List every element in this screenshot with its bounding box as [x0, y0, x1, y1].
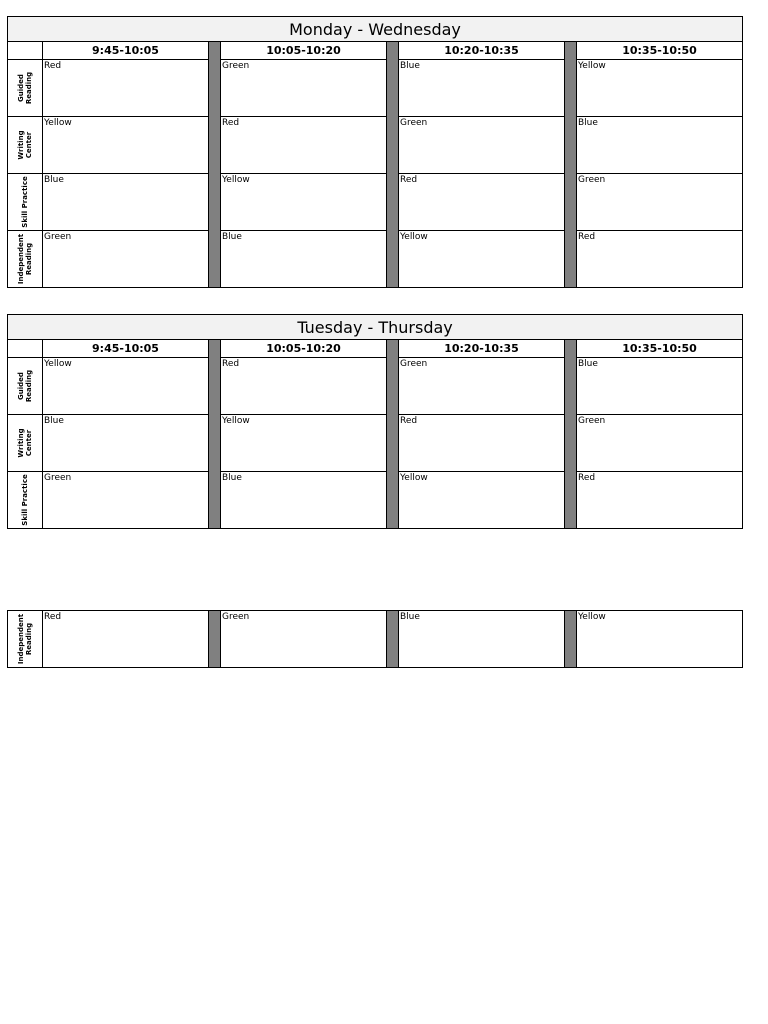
time-slot-3: 10:20-10:35 [399, 42, 565, 60]
group-cell: Blue [221, 231, 387, 288]
group-cell: Red [43, 611, 209, 668]
time-slot-1: 9:45-10:05 [43, 340, 209, 358]
group-cell: Yellow [577, 611, 743, 668]
row-label [8, 174, 43, 231]
schedule-independent-reading [7, 610, 743, 668]
row-label [8, 358, 43, 415]
separator [565, 611, 577, 668]
group-cell: Green [399, 117, 565, 174]
row-label-text: Independent Reading [17, 233, 33, 285]
row-label-text: Writing Center [17, 428, 33, 458]
group-cell: Green [577, 174, 743, 231]
group-cell: Blue [399, 611, 565, 668]
group-cell: Blue [399, 60, 565, 117]
row-label-text: Guided Reading [17, 71, 33, 105]
block-title: Monday - Wednesday [8, 17, 743, 42]
time-slot-4: 10:35-10:50 [577, 42, 743, 60]
row-guided-reading [8, 60, 743, 117]
separator [209, 42, 221, 288]
row-label-text: Writing Center [17, 130, 33, 160]
row-independent-reading [8, 231, 743, 288]
separator [387, 42, 399, 288]
group-cell: Yellow [399, 472, 565, 529]
row-label [8, 472, 43, 529]
schedule-monday-wednesday [7, 16, 743, 288]
row-label-text: Skill Practice [21, 176, 29, 228]
group-cell: Blue [221, 472, 387, 529]
row-skill-practice [8, 174, 743, 231]
group-cell: Yellow [399, 231, 565, 288]
corner-cell [8, 42, 43, 60]
group-cell: Red [221, 358, 387, 415]
row-label-text: Independent Reading [17, 613, 33, 665]
row-label [8, 60, 43, 117]
separator [209, 611, 221, 668]
row-label [8, 117, 43, 174]
group-cell: Red [399, 174, 565, 231]
group-cell: Blue [577, 358, 743, 415]
group-cell: Blue [577, 117, 743, 174]
group-cell: Green [577, 415, 743, 472]
row-writing-center [8, 117, 743, 174]
row-label [8, 231, 43, 288]
group-cell: Yellow [43, 117, 209, 174]
group-cell: Blue [43, 174, 209, 231]
schedule-tuesday-thursday [7, 314, 743, 529]
time-slot-3: 10:20-10:35 [399, 340, 565, 358]
row-guided-reading [8, 358, 743, 415]
time-slot-1: 9:45-10:05 [43, 42, 209, 60]
group-cell: Yellow [43, 358, 209, 415]
group-cell: Red [43, 60, 209, 117]
group-cell: Green [399, 358, 565, 415]
row-label [8, 611, 43, 668]
separator [565, 42, 577, 288]
group-cell: Green [221, 611, 387, 668]
separator [209, 340, 221, 529]
separator [565, 340, 577, 529]
group-cell: Red [221, 117, 387, 174]
separator [387, 611, 399, 668]
group-cell: Blue [43, 415, 209, 472]
group-cell: Yellow [221, 174, 387, 231]
group-cell: Green [221, 60, 387, 117]
group-cell: Red [577, 231, 743, 288]
row-label-text: Guided Reading [17, 369, 33, 403]
group-cell: Red [577, 472, 743, 529]
group-cell: Yellow [221, 415, 387, 472]
block-title: Tuesday - Thursday [8, 315, 743, 340]
separator [387, 340, 399, 529]
row-independent-reading [8, 611, 743, 668]
row-skill-practice [8, 472, 743, 529]
group-cell: Yellow [577, 60, 743, 117]
row-label [8, 415, 43, 472]
group-cell: Red [399, 415, 565, 472]
row-label-text: Skill Practice [21, 474, 29, 526]
row-writing-center [8, 415, 743, 472]
group-cell: Green [43, 472, 209, 529]
time-slot-4: 10:35-10:50 [577, 340, 743, 358]
time-slot-2: 10:05-10:20 [221, 340, 387, 358]
corner-cell [8, 340, 43, 358]
group-cell: Green [43, 231, 209, 288]
time-slot-2: 10:05-10:20 [221, 42, 387, 60]
